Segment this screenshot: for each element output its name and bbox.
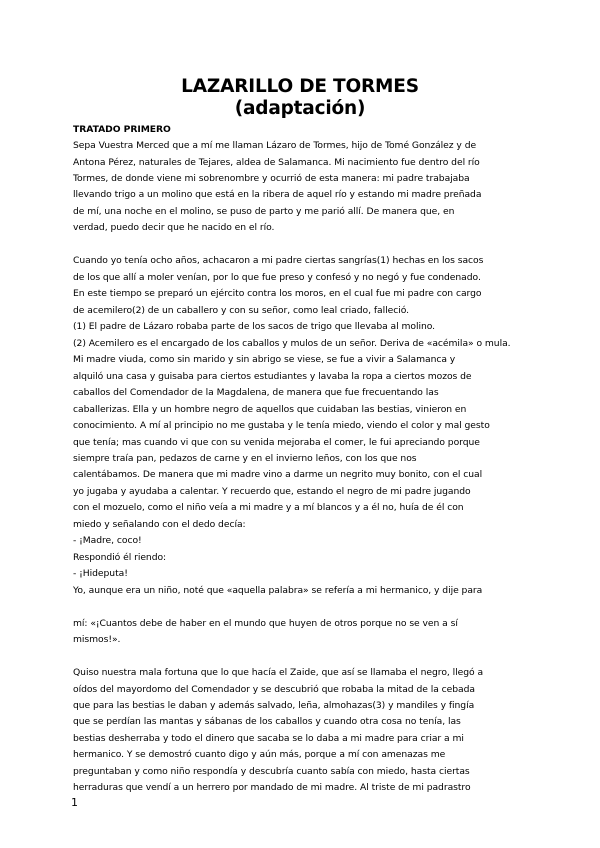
text-line: caballos del Comendador de la Magdalena, de manera que fue frecuentando las [73, 387, 439, 398]
text-line: yo jugaba y ayudaba a calentar. Y recuerdo que, estando el negro de mi padre jugando [73, 485, 471, 497]
text-line: (1) El padre de Lázaro robaba parte de los sacos de trigo que llevaba al molino. [73, 321, 436, 333]
text-line: mismos!». [73, 634, 121, 646]
text-line: alquiló una casa y guisaba para ciertos estudiantes y lavaba la ropa a ciertos mozos de [73, 370, 472, 382]
text-line: bestias desherraba y todo el dinero que sacaba se lo daba a mi madre para criar a mi [73, 732, 464, 744]
text-line: mí: «¡Cuantos debe de haber en el mundo que huyen de otros porque no se ven a sí [73, 617, 458, 629]
text-line: Mi madre viuda, como sin marido y sin abrigo se viese, se fue a vivir a Salamanca y [73, 354, 456, 366]
text-line: que tenía; mas cuando vi que con su venida mejoraba el comer, le fui apreciando porque [73, 436, 480, 448]
section-heading: TRATADO PRIMERO [73, 124, 171, 135]
text-line: En este tiempo se preparó un ejército contra los moros, en el cual fue mi padre con cargo [73, 288, 482, 300]
text-line: Yo, aunque era un niño, noté que «aquella palabra» se refería a mi hermanico, y dije para [73, 584, 483, 596]
text-line: que se perdían las mantas y sábanas de los caballos y cuando otra cosa no tenía, las [73, 716, 461, 728]
text-line: de los que allí a moler venían, por lo que fue preso y confesó y no negó y fue condenado. [73, 271, 481, 283]
text-line: calentábamos. De manera que mi madre vino a darme un negrito muy bonito, con el cual [73, 469, 483, 481]
text-line: caballerizas. Ella y un hombre negro de aquellos que cuidaban las bestias, vinieron en [73, 403, 467, 415]
text-line: llevando trigo a un molino que está en la ribera de aquel río y estando mi madre preñada [73, 189, 482, 201]
text-line: - ¡Hideputa! [73, 568, 128, 580]
text-line: herraduras que vendí a un herrero por mandado de mi madre. Al triste de mi padrastro [73, 782, 471, 794]
text-line: preguntaban y como niño respondía y descubría cuanto sabía con miedo, hasta ciertas [73, 765, 470, 777]
page-number: 1 [71, 796, 78, 809]
text-line: Tormes, de donde viene mi sobrenombre y ocurrió de esta manera: mi padre trabajaba [73, 172, 470, 184]
text-line: que para las bestias le daban y además salvado, leña, almohazas(3) y mandiles y fingía [73, 700, 475, 711]
text-line: Sepa Vuestra Merced que a mí me llaman Lázaro de Tormes, hijo de Tomé González y de [73, 140, 477, 151]
text-line: oídos del mayordomo del Comendador y se descubrió que robaba la mitad de la cebada [73, 683, 475, 695]
text-line: hermanico. Y se demostró cuanto digo y aún más, porque a mí con amenazas me [73, 749, 446, 761]
text-line: Respondió él riendo: [73, 551, 167, 563]
text-line: verdad, puedo decir que he nacido en el río. [73, 222, 275, 234]
text-line: Antona Pérez, naturales de Tejares, aldea de Salamanca. Mi nacimiento fue dentro del río [73, 156, 480, 168]
document-subtitle: (adaptación) [234, 98, 366, 119]
text-line: conocimiento. A mí al principio no me gustaba y le tenía miedo, viendo el color y mal gesto [73, 420, 490, 431]
document-title: LAZARILLO DE TORMES [181, 76, 419, 97]
text-line: (2) Acemilero es el encargado de los caballos y mulos de un señor. Deriva de «acémila» o mula. [73, 337, 511, 349]
text-line: siempre traía pan, pedazos de carne y en el invierno leños, con los que nos [73, 452, 417, 464]
text-line: miedo y señalando con el dedo decía: [73, 518, 246, 530]
text-line: de acemilero(2) de un caballero y con su señor, como leal criado, falleció. [73, 304, 410, 316]
text-line: con el mozuelo, como el niño veía a mi madre y a mí blancos y a él no, huía de él con [73, 502, 464, 514]
text-line: Cuando yo tenía ocho años, achacaron a mi padre ciertas sangrías(1) hechas en los sacos [73, 255, 484, 267]
text-line: - ¡Madre, coco! [73, 535, 142, 547]
text-line: Quiso nuestra mala fortuna que lo que hacía el Zaide, que así se llamaba el negro, llegó a [73, 667, 484, 678]
text-line: de mí, una noche en el molino, se puso de parto y me parió allí. De manera que, en [73, 205, 455, 217]
